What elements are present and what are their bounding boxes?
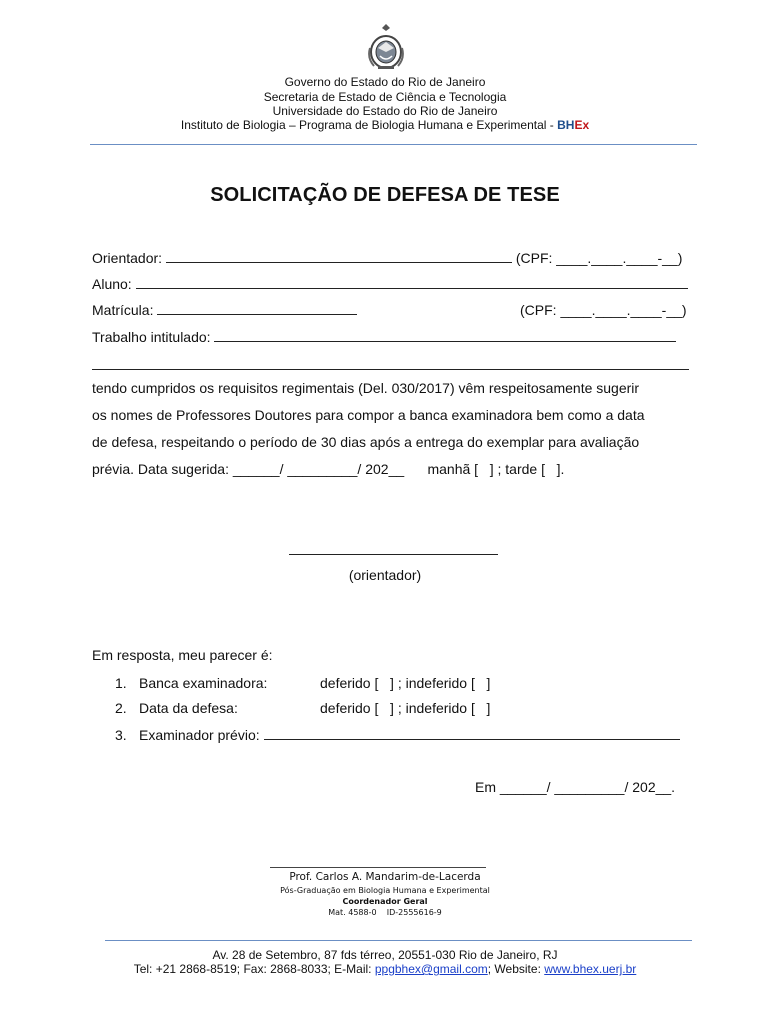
matricula-cpf: (CPF: ____.____.____-__) xyxy=(520,302,687,318)
matricula-input[interactable] xyxy=(157,302,357,315)
orientador-signature-line[interactable] xyxy=(289,554,498,555)
aluno-row xyxy=(92,276,688,292)
header-line-secretariat: Secretaria de Estado de Ciência e Tecnologia xyxy=(263,90,507,104)
trabalho-input[interactable] xyxy=(214,329,676,342)
orientador-label: Orientador: xyxy=(92,250,163,266)
coordinator-program: Pós-Graduação em Biologia Humana e Experimental xyxy=(280,886,490,895)
document-title: SOLICITAÇÃO DE DEFESA DE TESE xyxy=(210,184,560,206)
response-item-3-label: Examinador prévio: xyxy=(139,727,260,743)
paragraph-line-2: os nomes de Professores Doutores para compor a banca examinadora bem como a data xyxy=(92,407,645,423)
coordinator-role: Coordenador Geral xyxy=(342,897,428,906)
paragraph-line-3: de defesa, respeitando o período de 30 dias após a entrega do exemplar para avaliação xyxy=(92,434,640,450)
orientador-input[interactable] xyxy=(166,250,512,263)
institute-text: Instituto de Biologia – Programa de Biologia Humana e Experimental - xyxy=(180,118,558,132)
trabalho-label: Trabalho intitulado: xyxy=(92,329,211,345)
date-line: Em ______/ _________/ 202__. xyxy=(475,779,676,795)
response-item-1-num: 1. xyxy=(115,675,127,691)
response-item-1-value: deferido [ ] ; indeferido [ ] xyxy=(320,675,491,691)
orientador-cpf: (CPF: ____.____.____-__) xyxy=(515,250,683,266)
paragraph-line-1: tendo cumpridos os requisitos regimentais (Del. 030/2017) vêm respeitosamente sugerir xyxy=(92,380,640,396)
matricula-label: Matrícula: xyxy=(92,302,154,318)
header-divider xyxy=(90,144,697,145)
bhex-logo-bh: BH xyxy=(557,118,575,132)
coat-of-arms-icon xyxy=(366,22,406,72)
footer-website-prefix: ; Website: xyxy=(487,962,545,976)
orientador-signature-caption: (orientador) xyxy=(348,567,422,583)
footer-email-link[interactable]: ppgbhex@gmail.com xyxy=(374,962,488,976)
bhex-logo-ex: Ex xyxy=(574,118,590,132)
paragraph-line-4: prévia. Data sugerida: ______/ _________/ 202__ manhã [ ] ; tarde [ ]. xyxy=(92,461,565,477)
orientador-row xyxy=(92,250,682,266)
matricula-row xyxy=(92,302,357,318)
aluno-input[interactable] xyxy=(136,276,688,289)
footer-contact xyxy=(0,962,770,976)
header-line-institute xyxy=(0,118,770,132)
footer-address: Av. 28 de Setembro, 87 fds térreo, 20551-030 Rio de Janeiro, RJ xyxy=(212,948,558,962)
trabalho-input-line2[interactable] xyxy=(92,369,689,370)
footer-website-link[interactable]: www.bhex.uerj.br xyxy=(544,962,637,976)
response-item-1-label: Banca examinadora: xyxy=(139,675,268,691)
response-intro: Em resposta, meu parecer é: xyxy=(92,647,273,663)
coordinator-signature-line xyxy=(270,867,486,868)
coordinator-name: Prof. Carlos A. Mandarim-de-Lacerda xyxy=(289,871,481,883)
response-item-3-num: 3. xyxy=(115,727,127,743)
coordinator-ids: Mat. 4588-0 ID-2555616-9 xyxy=(328,908,442,917)
trabalho-row xyxy=(92,329,676,345)
header-line-university: Universidade do Estado do Rio de Janeiro xyxy=(272,104,498,118)
response-item-2-label: Data da defesa: xyxy=(139,700,238,716)
footer-contact-text: Tel: +21 2868-8519; Fax: 2868-8033; E-Mail: xyxy=(133,962,375,976)
response-item-2-num: 2. xyxy=(115,700,127,716)
aluno-label: Aluno: xyxy=(92,276,132,292)
response-item-3-row xyxy=(139,727,680,743)
header-line-government: Governo do Estado do Rio de Janeiro xyxy=(284,75,486,89)
examinador-previo-input[interactable] xyxy=(264,727,680,740)
response-item-2-value: deferido [ ] ; indeferido [ ] xyxy=(320,700,491,716)
footer-divider xyxy=(105,940,692,941)
